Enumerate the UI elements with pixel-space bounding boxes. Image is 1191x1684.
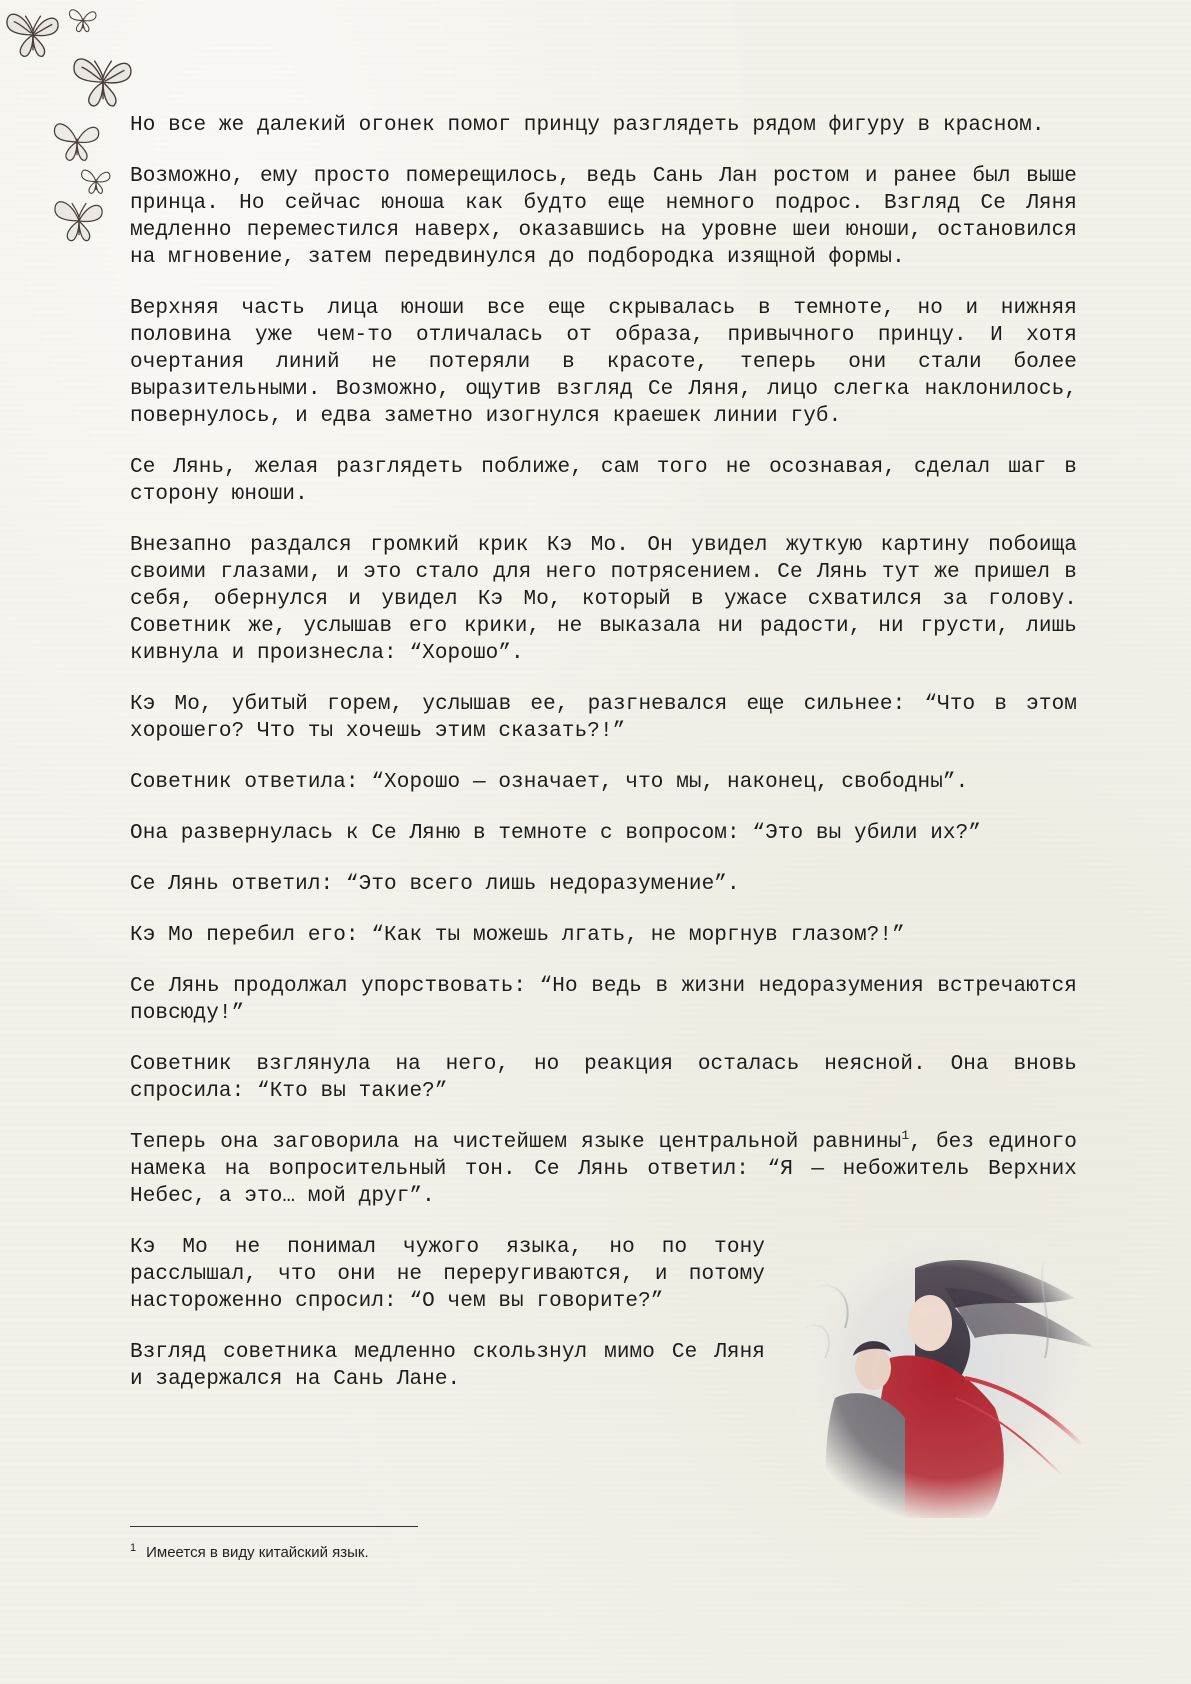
- paragraph: Кэ Мо не понимал чужого языка, но по тону расслышал, что они не переругиваются, и потому настороженно спросил: “О чем вы говорите?”: [130, 1236, 765, 1313]
- butterfly-decoration: [0, 0, 150, 260]
- paragraph-text: , без единого намека на вопросительный тон. Се Лянь ответил: “Я — небожитель Верхних Небес, а это… мой друг”.: [130, 1131, 1077, 1208]
- footnote-reference[interactable]: 1: [901, 1128, 910, 1143]
- footnote-mark: 1: [130, 1542, 137, 1554]
- butterfly-icon: [4, 8, 62, 60]
- paragraph: Взгляд советника медленно скользнул мимо Се Ляня и задержался на Сань Лане.: [130, 1341, 765, 1391]
- paragraph-with-footnote: [130, 1129, 1077, 1210]
- footnote-divider: [130, 1526, 418, 1527]
- butterfly-icon: [52, 196, 106, 244]
- paragraph: Кэ Мо, убитый горем, услышав ее, разгневался еще сильнее: “Что в этом хорошего? Что ты хочешь этим сказать?!”: [130, 693, 1077, 743]
- paragraph: Се Лянь ответил: “Это всего лишь недоразумение”.: [130, 873, 740, 896]
- illustration-image: [795, 1228, 1095, 1518]
- butterfly-icon: [70, 52, 136, 110]
- paragraph: Советник ответила: “Хорошо — означает, что мы, наконец, свободны”.: [130, 771, 969, 794]
- butterfly-icon: [52, 118, 102, 164]
- paragraph: Она развернулась к Се Ляню в темноте с вопросом: “Это вы убили их?”: [130, 822, 982, 845]
- paragraph: Советник взглянула на него, но реакция осталась неясной. Она вновь спросила: “Кто вы такие?”: [130, 1053, 1077, 1103]
- butterfly-icon: [80, 166, 112, 196]
- paragraph: Се Лянь, желая разглядеть поближе, сам того не осознавая, сделал шаг в сторону юноши.: [130, 456, 1077, 506]
- paragraph: Верхняя часть лица юноши все еще скрывалась в темноте, но и нижняя половина уже чем-то отличалась от образа, привычного принцу. И хотя очертания линий не потеряли в красоте, теперь они стали более выразительными. Возможно, ощутив взгляд Се Ляня, лицо слегка наклонилось, повернулось, и едва заметно изогнулся краешек линии губ.: [130, 297, 1077, 428]
- paragraph-text: Теперь она заговорила на чистейшем языке центральной равнины: [130, 1131, 902, 1154]
- butterfly-icon: [68, 6, 98, 34]
- paragraph: Внезапно раздался громкий крик Кэ Мо. Он увидел жуткую картину побоища своими глазами, и это стало для него потрясением. Се Лянь тут же пришел в себя, обернулся и увидел Кэ Мо, который в ужасе схватился за голову. Советник же, услышав его крики, не выказала ни радости, ни грусти, лишь кивнула и произнесла: “Хорошо”.: [130, 534, 1077, 665]
- paragraph: Возможно, ему просто померещилось, ведь Сань Лан ростом и ранее был выше принца. Но сейчас юноша как будто еще немного подрос. Взгляд Се Ляня медленно переместился наверх, оказавшись на уровне шеи юноши, остановился на мгновение, затем передвинулся до подбородка изящной формы.: [130, 165, 1077, 269]
- footnote-text: Имеется в виду китайский язык.: [146, 1544, 369, 1561]
- paragraph: Кэ Мо перебил его: “Как ты можешь лгать, не моргнув глазом?!”: [130, 924, 905, 947]
- paragraph: Се Лянь продолжал упорствовать: “Но ведь в жизни недоразумения встречаются повсюду!”: [130, 975, 1077, 1025]
- footnote: [130, 1544, 369, 1561]
- document-body: [130, 112, 1077, 1417]
- paragraph: Но все же далекий огонек помог принцу разглядеть рядом фигуру в красном.: [130, 114, 1045, 137]
